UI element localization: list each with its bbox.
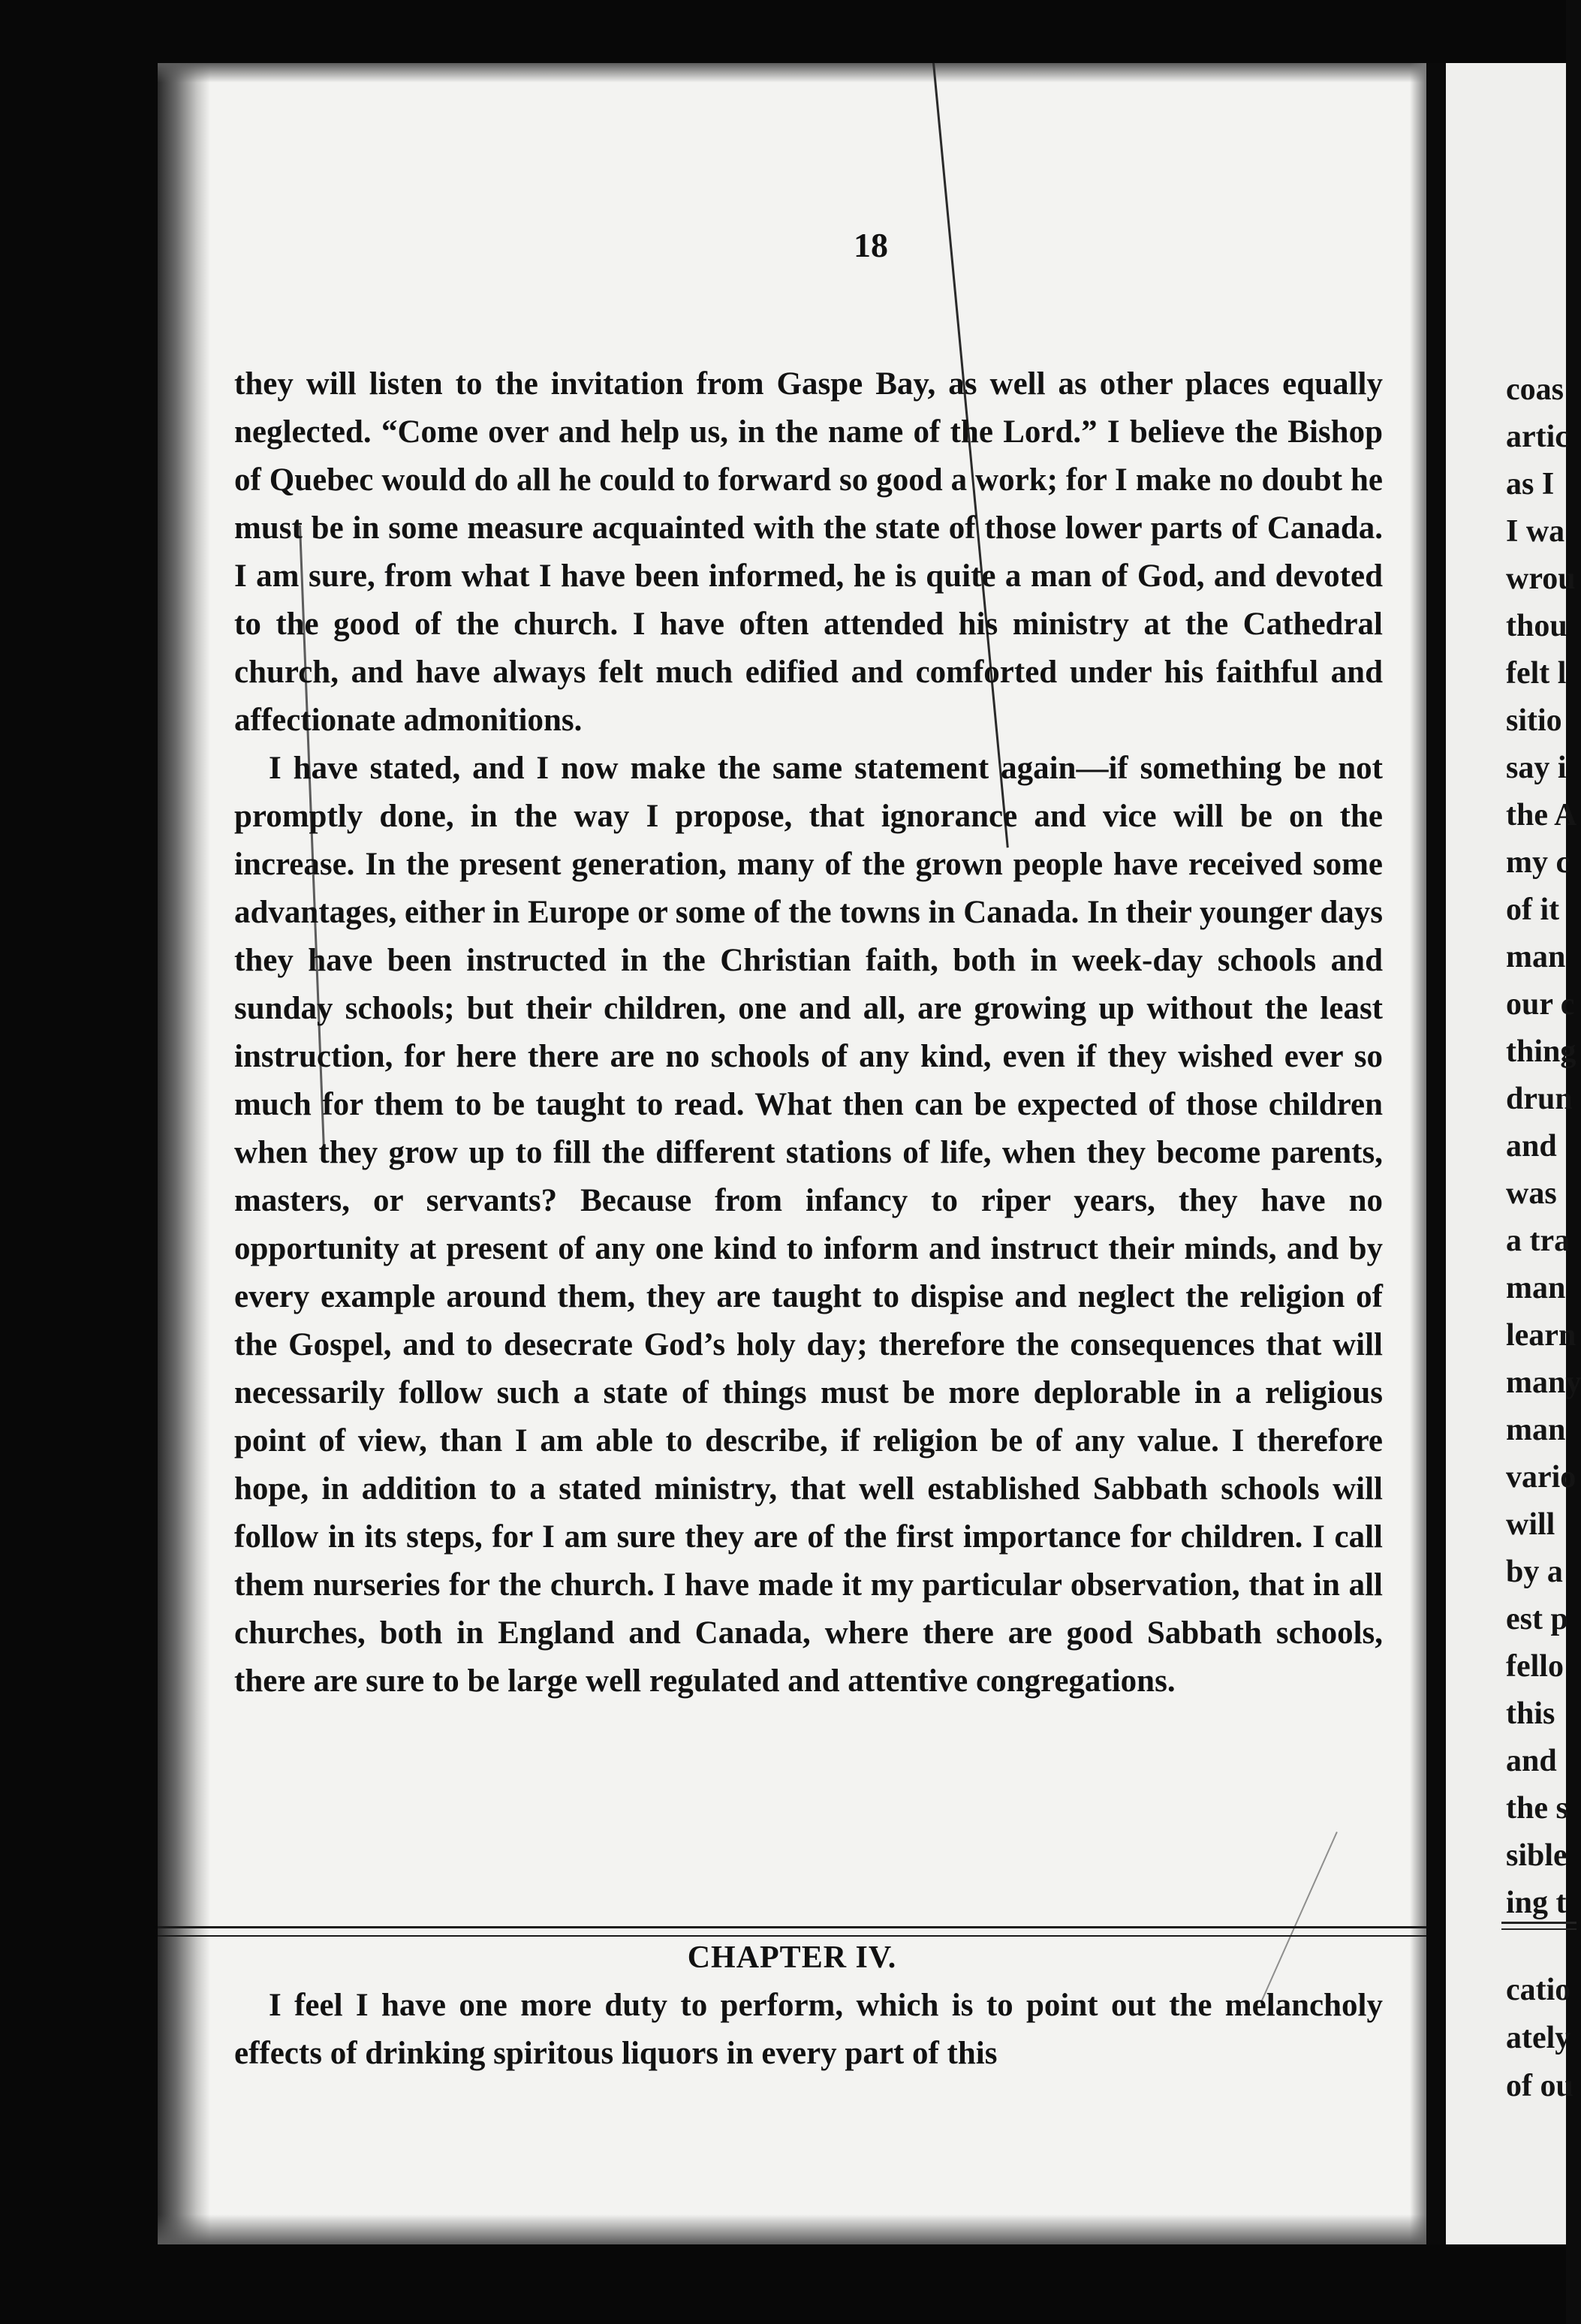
chapter-heading: CHAPTER IV. — [687, 1940, 897, 1975]
next-page-line-fragment: by a — [1506, 1555, 1563, 1589]
next-page-line-fragment: thing — [1506, 1034, 1576, 1069]
next-page-line-fragment: ing t — [1506, 1886, 1567, 1920]
next-page-line-fragment: thou — [1506, 609, 1567, 643]
page-number: 18 — [854, 226, 888, 264]
next-page-line-fragment: of ou — [1506, 2069, 1573, 2103]
next-page-line-fragment: our c — [1506, 987, 1575, 1022]
next-page-sliver — [1446, 63, 1581, 2244]
next-page-line-fragment: wrou — [1506, 561, 1576, 596]
paragraph: they will listen to the invitation from Gaspe Bay, as well as other places equally neglected. “Come over and help us, in the name of the Lord.” I believe the Bishop of Quebec would do all he could to forward so good a work; for I make no doubt he must be in some measure acquainted with the state of those lower parts of Canada. I am sure, from what I have been informed, he is quite a man of God, and devoted to the good of the church. I have often attended his ministry at the Cathedral church, and have always felt much edified and comforted under his faithful and affectionate admonitions. — [234, 366, 1383, 738]
next-page-line-fragment: sible — [1506, 1838, 1567, 1873]
paragraph: I have stated, and I now make the same statement again—if something be not promptly done, in the way I propose, that ignorance and vice will be on the increase. In the present generation, many of the grown people have received some advantages, either in Europe or some of the towns in Canada. In their younger days they have been instructed in the Christian faith, both in week-day schools and sunday schools; but their children, one and all, are growing up without the least instruction, for here there are no schools of any kind, even if they wished ever so much for them to be taught to read. What then can be expected of those children when they grow up to fill the different stations of life, when they become parents, masters, or servants? Because from infancy to riper years, they have no opportunity at present of any one kind to inform and instruct their minds, and by every example around them, they are taught to dispise and neglect the religion of the Gospel, and to desecrate God’s holy day; therefore the consequences that will necessarily follow such a state of things must be more deplorable in a religious point of view, than I am able to describe, if religion be of any value. I therefore hope, in addition to a stated ministry, that well established Sabbath schools will follow in its steps, for I am sure they are of the first importance for children. I call them nurseries for the church. I have made it my particular observation, that in all churches, both in England and Canada, where there are good Sabbath schools, there are sure to be large well regulated and attentive congregations. — [234, 751, 1383, 1699]
scan-frame-bottom — [0, 2244, 1566, 2324]
next-page-line-fragment: this — [1506, 1696, 1555, 1731]
next-page-line-fragment: man — [1506, 1271, 1566, 1305]
next-page-line-fragment: was — [1506, 1176, 1557, 1211]
page-top-shadow — [158, 63, 1426, 83]
chapter-divider — [158, 1926, 1426, 1937]
next-page-line-fragment: and — [1506, 1129, 1557, 1164]
next-page-line-fragment: the A — [1506, 798, 1577, 832]
next-page-line-fragment: say i — [1506, 751, 1567, 785]
next-page-line-fragment: ately — [1506, 2021, 1571, 2055]
next-page-line-fragment: sitio — [1506, 703, 1562, 738]
next-page-line-fragment: I wa — [1506, 514, 1565, 549]
chapter-text — [234, 1982, 1383, 2078]
scan-frame-left — [0, 0, 158, 2324]
next-page-line-fragment: felt l — [1506, 656, 1567, 691]
body-text — [234, 360, 1383, 1705]
next-page-line-fragment: many — [1506, 1365, 1581, 1400]
page-gutter — [1426, 63, 1446, 2244]
page-bottom-shadow — [158, 2214, 1426, 2244]
next-page-chapter-rule — [1501, 1922, 1576, 1930]
next-page-line-fragment: man — [1506, 1413, 1566, 1447]
next-page-line-fragment: and — [1506, 1744, 1557, 1778]
next-page-line-fragment: my c — [1506, 845, 1570, 880]
paragraph: I feel I have one more duty to perform, which is to point out the melancholy effects of drinking spiritous liquors in every part of this — [234, 1988, 1383, 2071]
next-page-line-fragment: catio — [1506, 1973, 1571, 2007]
next-page-line-fragment: learn — [1506, 1318, 1576, 1353]
next-page-line-fragment: artic — [1506, 420, 1569, 454]
next-page-line-fragment: a tra — [1506, 1224, 1570, 1258]
next-page-line-fragment: vario — [1506, 1460, 1576, 1495]
next-page-line-fragment: fello — [1506, 1649, 1564, 1684]
next-page-line-fragment: coas — [1506, 372, 1564, 407]
next-page-line-fragment: will — [1506, 1507, 1555, 1542]
next-page-line-fragment: drun — [1506, 1082, 1573, 1116]
next-page-line-fragment: est p — [1506, 1602, 1568, 1636]
next-page-line-fragment: of it — [1506, 893, 1560, 927]
next-page-line-fragment: the s — [1506, 1791, 1568, 1826]
page-right-edge — [1410, 63, 1426, 2244]
scan-frame-top — [0, 0, 1566, 63]
page-binding-shadow — [158, 63, 210, 2244]
next-page-line-fragment: as I — [1506, 467, 1555, 501]
next-page-line-fragment: man — [1506, 940, 1566, 974]
